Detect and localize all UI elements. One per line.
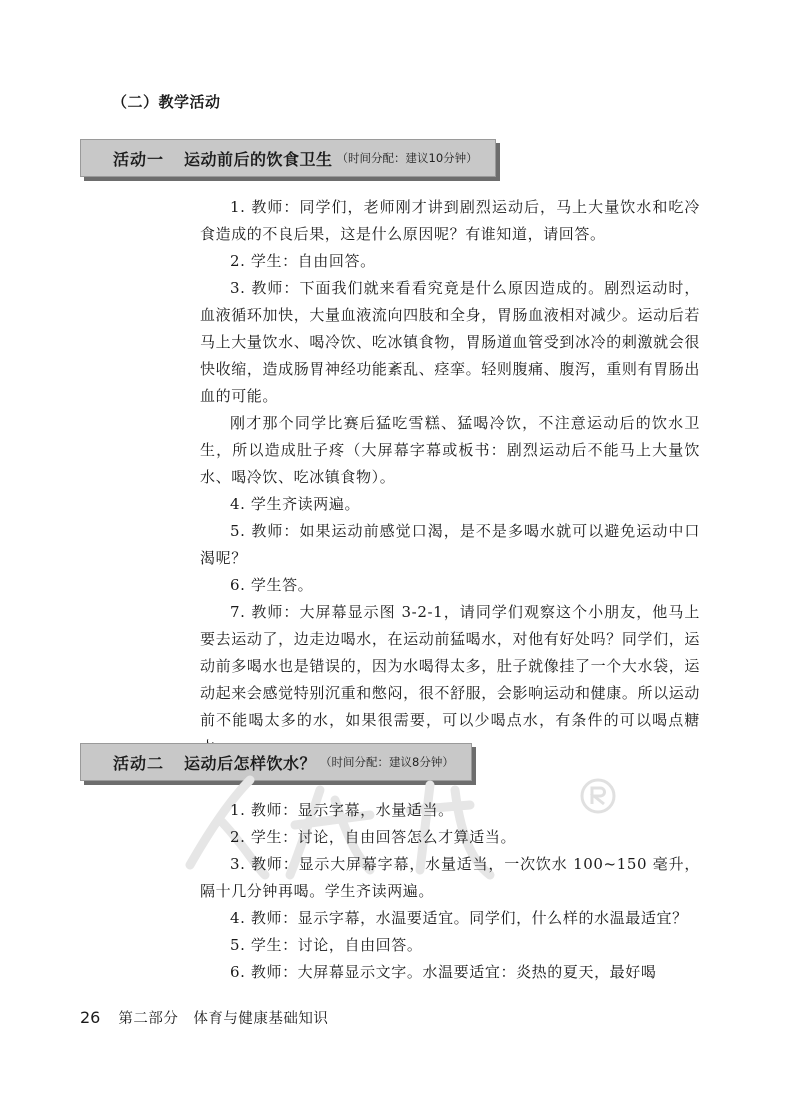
paragraph: 4. 学生齐读两遍。 — [230, 495, 361, 513]
paragraph: 3. 教师：下面我们就来看看究竟是什么原因造成的。剧烈运动时，血液循环加快，大量血液流向四肢和全身，胃肠血液相对减少。运动后若马上大量饮水、喝冷饮、吃冰镇食物，胃肠道血管受到冰冷的刺激就会很快收缩，造成肠胃神经功能紊乱、痉挛。轻则腹痛、腹泻，重则有胃肠出血的可能。 — [200, 279, 700, 405]
paragraph: 5. 教师：如果运动前感觉口渴，是不是多喝水就可以避免运动中口渴呢？ — [200, 522, 700, 567]
page-footer — [80, 1007, 328, 1028]
activity-1-body — [200, 194, 700, 761]
paragraph: 3. 教师：显示大屏幕字幕，水量适当，一次饮水 100~150 毫升，隔十几分钟再喝。学生齐读两遍。 — [200, 855, 700, 900]
activity-2-time-note: （时间分配：建议8分钟） — [320, 755, 454, 769]
paragraph: 1. 教师：显示字幕，水量适当。 — [230, 801, 454, 819]
page-number: 26 — [80, 1008, 101, 1027]
paragraph: 5. 学生：讨论，自由回答。 — [230, 936, 423, 954]
activity-2-title: 运动后怎样饮水？ — [184, 753, 317, 773]
activity-1-time-note: （时间分配：建议10分钟） — [336, 151, 478, 165]
activity-1-title: 运动前后的饮食卫生 — [184, 149, 333, 169]
section-heading: （二）教学活动 — [112, 93, 221, 111]
paragraph: 1. 教师：同学们，老师刚才讲到剧烈运动后，马上大量饮水和吃冷食造成的不良后果，这是什么原因呢？有谁知道，请回答。 — [200, 198, 700, 243]
paragraph: 6. 教师：大屏幕显示文字。水温要适宜：炎热的夏天，最好喝 — [230, 963, 657, 981]
paragraph: 2. 学生：讨论，自由回答怎么才算适当。 — [230, 828, 517, 846]
paragraph: 4. 教师：显示字幕，水温要适宜。同学们，什么样的水温最适宜？ — [230, 909, 688, 927]
paragraph: 2. 学生：自由回答。 — [230, 252, 376, 270]
activity-2-label: 活动二 — [113, 753, 165, 773]
activity-1-header — [80, 139, 496, 177]
running-title: 第二部分 体育与健康基础知识 — [118, 1011, 329, 1027]
paragraph: 7. 教师：大屏幕显示图 3-2-1，请同学们观察这个小朋友，他马上要去运动了，边走边喝水，在运动前猛喝水，对他有好处吗？同学们，运动前多喝水也是错误的，因为水喝得太多，肚子就像挂了一个大水袋，运动起来会感觉特别沉重和憋闷，很不舒服，会影响运动和健康。所以运动前不能喝太多的水，如果很需要，可以少喝点水，有条件的可以喝点糖 — [200, 603, 700, 729]
activity-1-label: 活动一 — [113, 149, 165, 169]
paragraph: 刚才那个同学比赛后猛吃雪糕、猛喝冷饮，不注意运动后的饮水卫生，所以造成肚子疼（大屏幕字幕或板书：剧烈运动后不能马上大量饮水、喝冷饮、吃冰镇食物）。 — [200, 414, 700, 486]
activity-2-body — [200, 797, 700, 986]
activity-2-header — [80, 743, 472, 781]
paragraph: 6. 学生答。 — [230, 576, 314, 594]
